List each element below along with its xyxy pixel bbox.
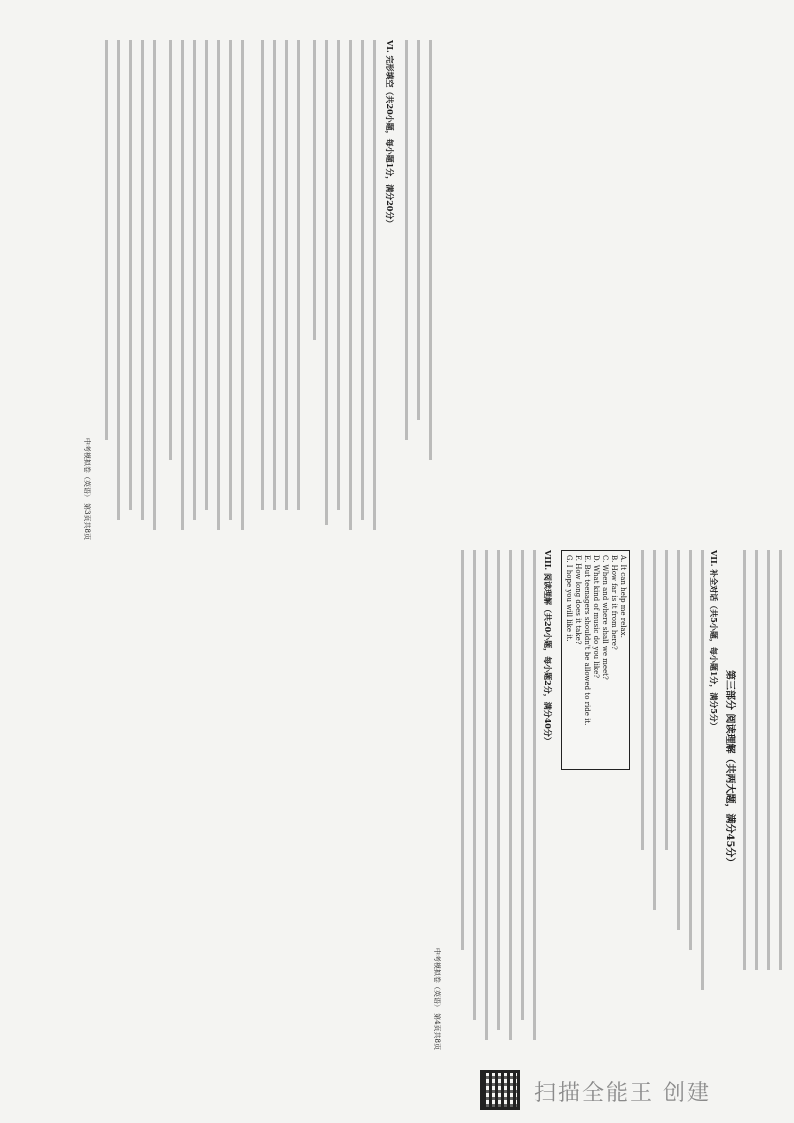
page-footer: 中考模拟卷（英语） 第4页共8页: [433, 947, 441, 1050]
text-line: [755, 550, 758, 970]
text-line: [273, 40, 276, 510]
option-f: F. How long does it take?: [574, 555, 582, 645]
option-b: B. How far is it from here?: [610, 555, 618, 650]
option-c: C. When and where shall we meet?: [601, 555, 609, 680]
text-line: [485, 550, 488, 1040]
dialogue-options-box: [561, 550, 630, 770]
text-line: [689, 550, 692, 950]
option-g: G. I hope you will like it.: [565, 555, 573, 642]
text-line: [743, 550, 746, 970]
text-line: [497, 550, 500, 1030]
text-line: [405, 40, 408, 440]
text-line: [767, 550, 770, 970]
text-line: [677, 550, 680, 930]
scanner-watermark: [480, 1068, 790, 1112]
text-line: [261, 40, 264, 510]
text-line: [461, 550, 464, 950]
text-line: [193, 40, 196, 520]
text-line: [181, 40, 184, 530]
option-d: D. What kind of music do you like?: [592, 555, 600, 679]
text-line: [361, 40, 364, 520]
text-line: [509, 550, 512, 1040]
text-line: [533, 550, 536, 1040]
text-line: [373, 40, 376, 530]
text-line: [217, 40, 220, 530]
text-line: [641, 550, 644, 850]
text-line: [313, 40, 316, 340]
text-line: [473, 550, 476, 1020]
text-line: [349, 40, 352, 530]
text-line: [701, 550, 704, 990]
text-line: [779, 550, 782, 970]
page-three: [80, 30, 440, 550]
text-line: [297, 40, 300, 510]
text-line: [105, 40, 108, 440]
section-heading-vii: VII. 补全对话（共5小题，每小题1分，满分5分）: [709, 550, 719, 730]
text-line: [417, 40, 420, 420]
text-line: [325, 40, 328, 525]
text-line: [169, 40, 172, 460]
text-line: [229, 40, 232, 520]
page-footer: 中考模拟卷（英语） 第3页共8页: [83, 437, 91, 540]
watermark-text: 扫描全能王 创建: [534, 1081, 711, 1106]
page-four: [430, 540, 790, 1060]
part-three-heading: 第三部分 阅读理解（共两大题，满分45分）: [724, 670, 735, 868]
text-line: [337, 40, 340, 510]
text-line: [153, 40, 156, 530]
text-line: [129, 40, 132, 510]
text-line: [205, 40, 208, 510]
text-line: [521, 550, 524, 1020]
text-line: [285, 40, 288, 510]
text-line: [141, 40, 144, 520]
text-line: [117, 40, 120, 520]
text-line: [665, 550, 668, 850]
option-e: E. But teenagers shouldn't be allowed to ride it.: [583, 555, 591, 726]
text-line: [241, 40, 244, 530]
section-heading-vi: VI. 完形填空（共20小题，每小题1分，满分20分）: [385, 40, 395, 228]
qr-code-icon: [480, 1070, 520, 1110]
text-line: [653, 550, 656, 910]
text-line: [429, 40, 432, 460]
option-a: A. It can help me relax.: [619, 555, 627, 638]
section-heading-viii: VIII. 阅读理解（共20小题，每小题2分，满分40分）: [543, 550, 553, 745]
